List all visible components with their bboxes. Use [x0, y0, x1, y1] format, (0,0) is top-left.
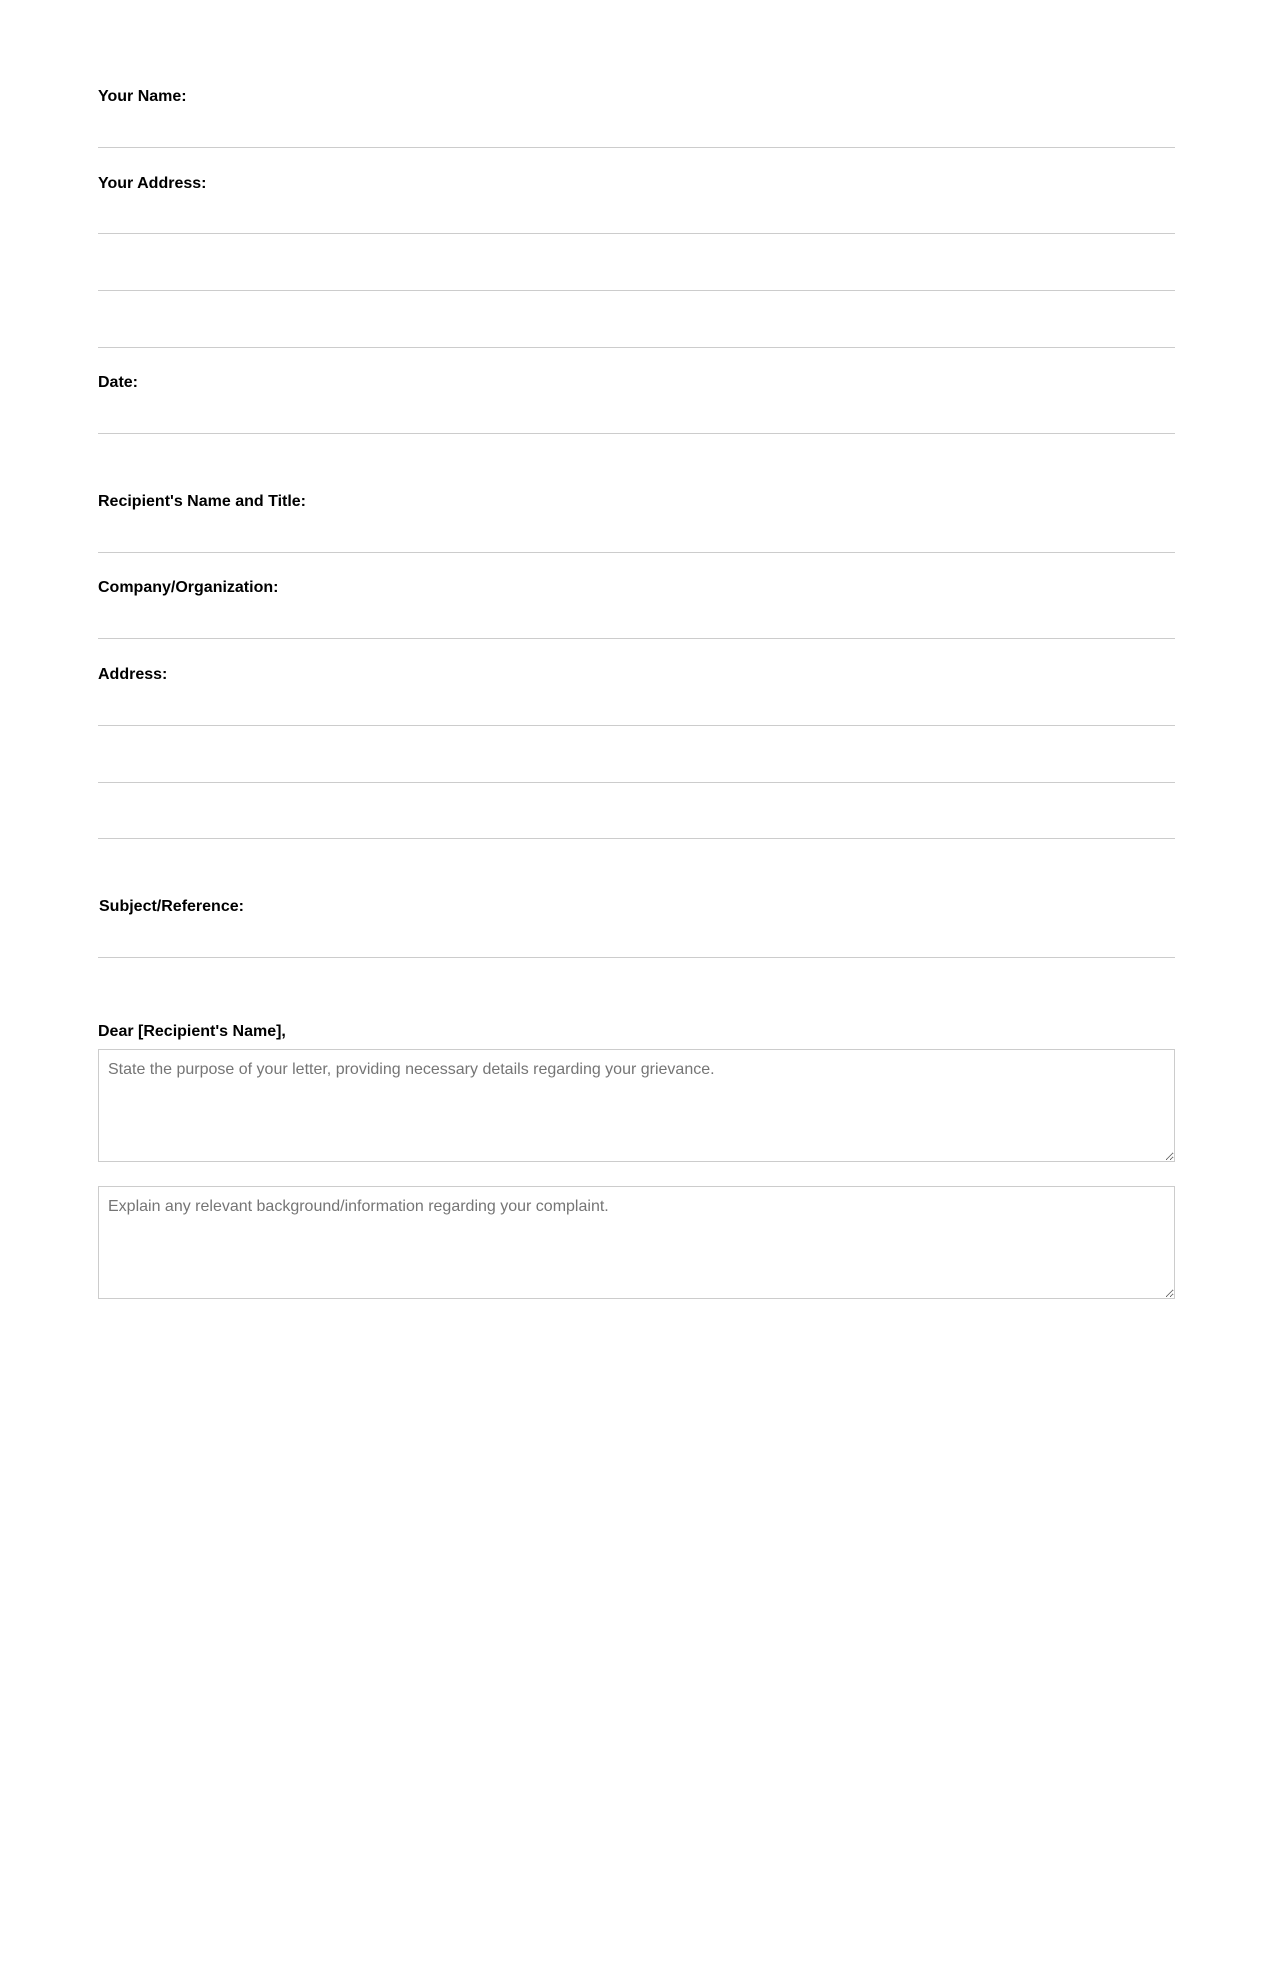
recipient-address-line1-input[interactable]: [98, 687, 1175, 726]
subject-input[interactable]: [98, 919, 1175, 958]
recipient-address-line2-input[interactable]: [98, 744, 1175, 783]
your-address-line3-input[interactable]: [98, 309, 1175, 348]
purpose-textarea[interactable]: [98, 1049, 1175, 1162]
recipient-address-line3-input[interactable]: [98, 800, 1175, 839]
recipient-name-title-input[interactable]: [98, 514, 1175, 553]
your-name-label: Your Name:: [98, 88, 187, 105]
recipient-address-label: Address:: [98, 666, 168, 683]
company-input[interactable]: [98, 600, 1175, 639]
your-address-label: Your Address:: [98, 175, 207, 192]
your-address-line1-input[interactable]: [98, 195, 1175, 234]
background-textarea[interactable]: [98, 1186, 1175, 1299]
company-label: Company/Organization:: [98, 579, 279, 596]
salutation: Dear [Recipient's Name],: [98, 1023, 286, 1040]
your-address-line2-input[interactable]: [98, 252, 1175, 291]
date-label: Date:: [98, 374, 139, 391]
date-input[interactable]: [98, 395, 1175, 434]
recipient-name-title-label: Recipient's Name and Title:: [98, 493, 307, 510]
your-name-input[interactable]: [98, 109, 1175, 148]
subject-label: Subject/Reference:: [99, 898, 244, 915]
